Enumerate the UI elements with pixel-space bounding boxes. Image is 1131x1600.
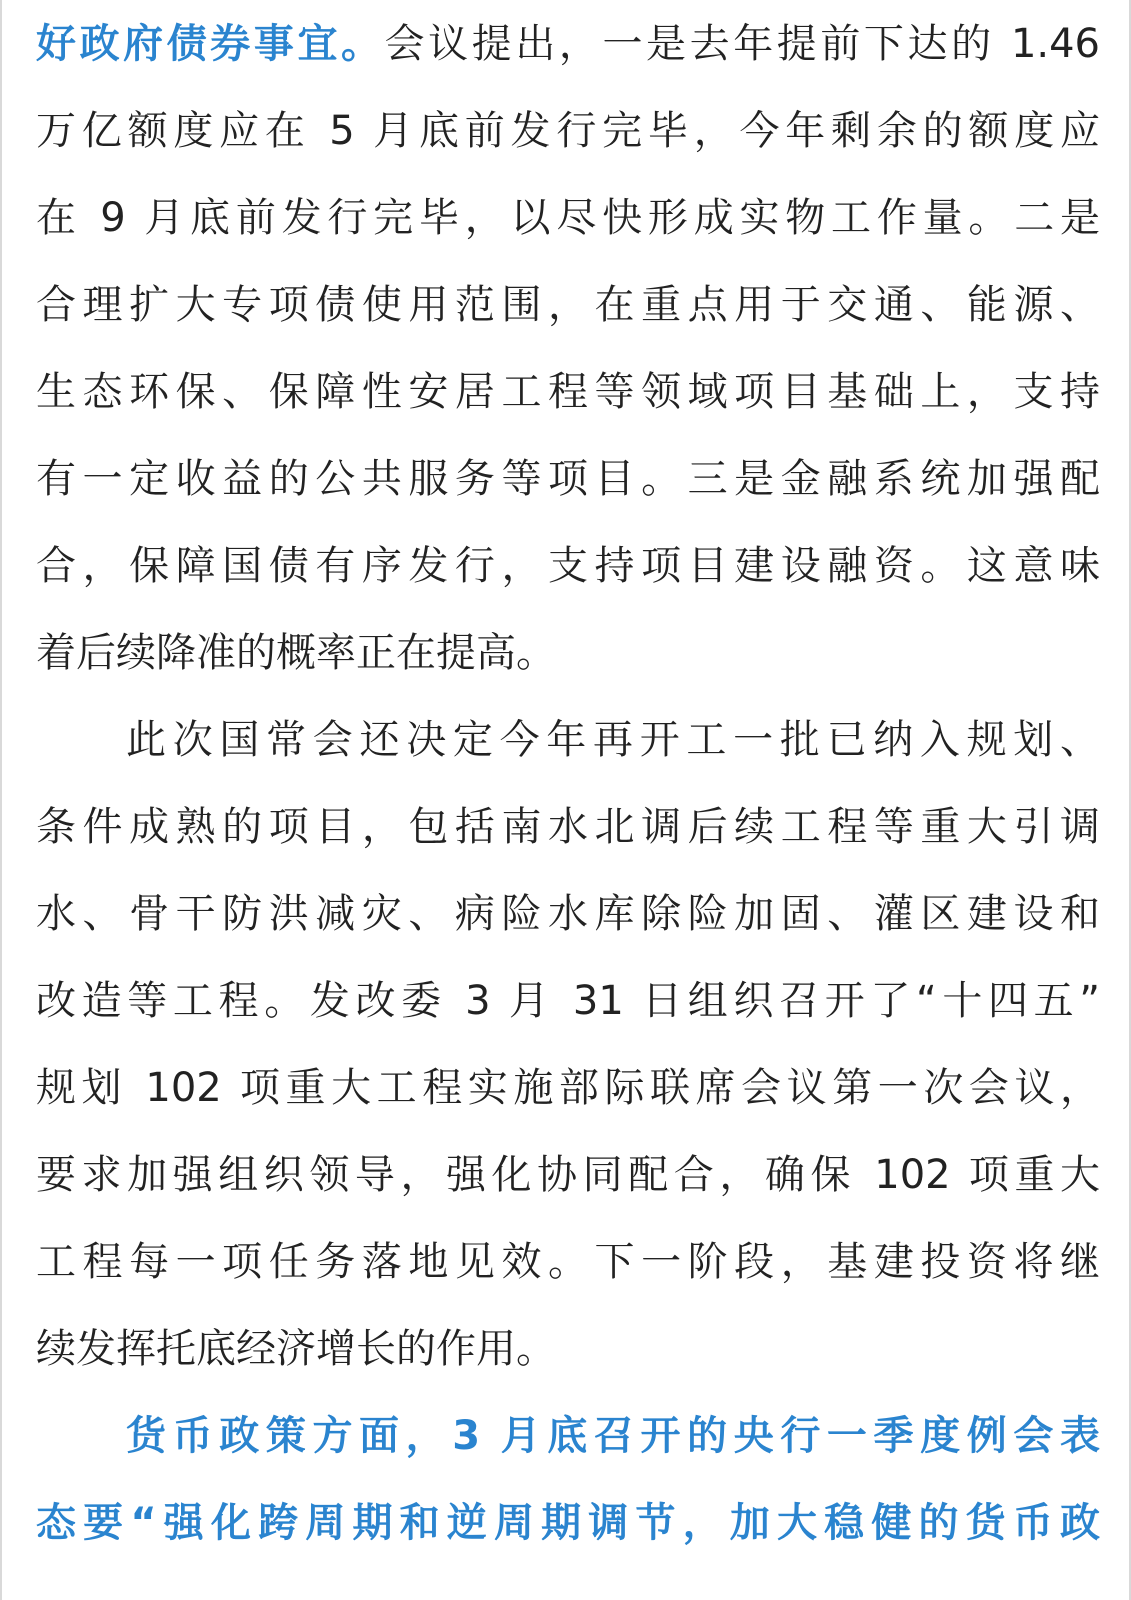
paragraph1-line8: 着后续降准的概率正在提高。	[36, 630, 556, 676]
paragraph1-line4: 合理扩大专项债使用范围，在重点用于交通、能源、	[36, 282, 1100, 328]
paragraph1-line2: 万亿额度应在 5 月底前发行完毕，今年剩余的额度应	[36, 108, 1100, 154]
paragraph1-line6: 有一定收益的公共服务等项目。三是金融系统加强配	[36, 456, 1100, 502]
paragraph2-line2: 条件成熟的项目，包括南水北调后续工程等重大引调	[36, 804, 1100, 850]
paragraph2-line5: 规划 102 项重大工程实施部际联席会议第一次会议，	[36, 1065, 1100, 1111]
paragraph3-line2: 态要“强化跨周期和逆周期调节，加大稳健的货币政	[36, 1500, 1100, 1546]
paragraph2-line3: 水、骨干防洪减灾、病险水库除险加固、灌区建设和	[36, 891, 1100, 937]
paragraph1-line7: 合，保障国债有序发行，支持项目建设融资。这意味	[36, 543, 1100, 589]
paragraph2-line1: 此次国常会还决定今年再开工一批已纳入规划、	[126, 717, 1100, 763]
paragraph1-line1	[36, 0, 1100, 88]
paragraph1-line1-text: 会议提出，一是去年提前下达的 1.46	[384, 21, 1101, 67]
paragraph3-line1: 货币政策方面，3 月底召开的央行一季度例会表	[126, 1413, 1100, 1459]
paragraph2-line6: 要求加强组织领导，强化协同配合，确保 102 项重大	[36, 1152, 1100, 1198]
paragraph1-line3: 在 9 月底前发行完毕，以尽快形成实物工作量。二是	[36, 195, 1100, 241]
paragraph1-line5: 生态环保、保障性安居工程等领域项目基础上，支持	[36, 369, 1100, 415]
paragraph2-line4: 改造等工程。发改委 3 月 31 日组织召开了“十四五”	[36, 978, 1100, 1024]
highlight-phrase: 好政府债券事宜。	[36, 21, 385, 67]
paragraph2-line7: 工程每一项任务落地见效。下一阶段，基建投资将继	[36, 1239, 1100, 1285]
paragraph2-line8: 续发挥托底经济增长的作用。	[36, 1326, 556, 1372]
